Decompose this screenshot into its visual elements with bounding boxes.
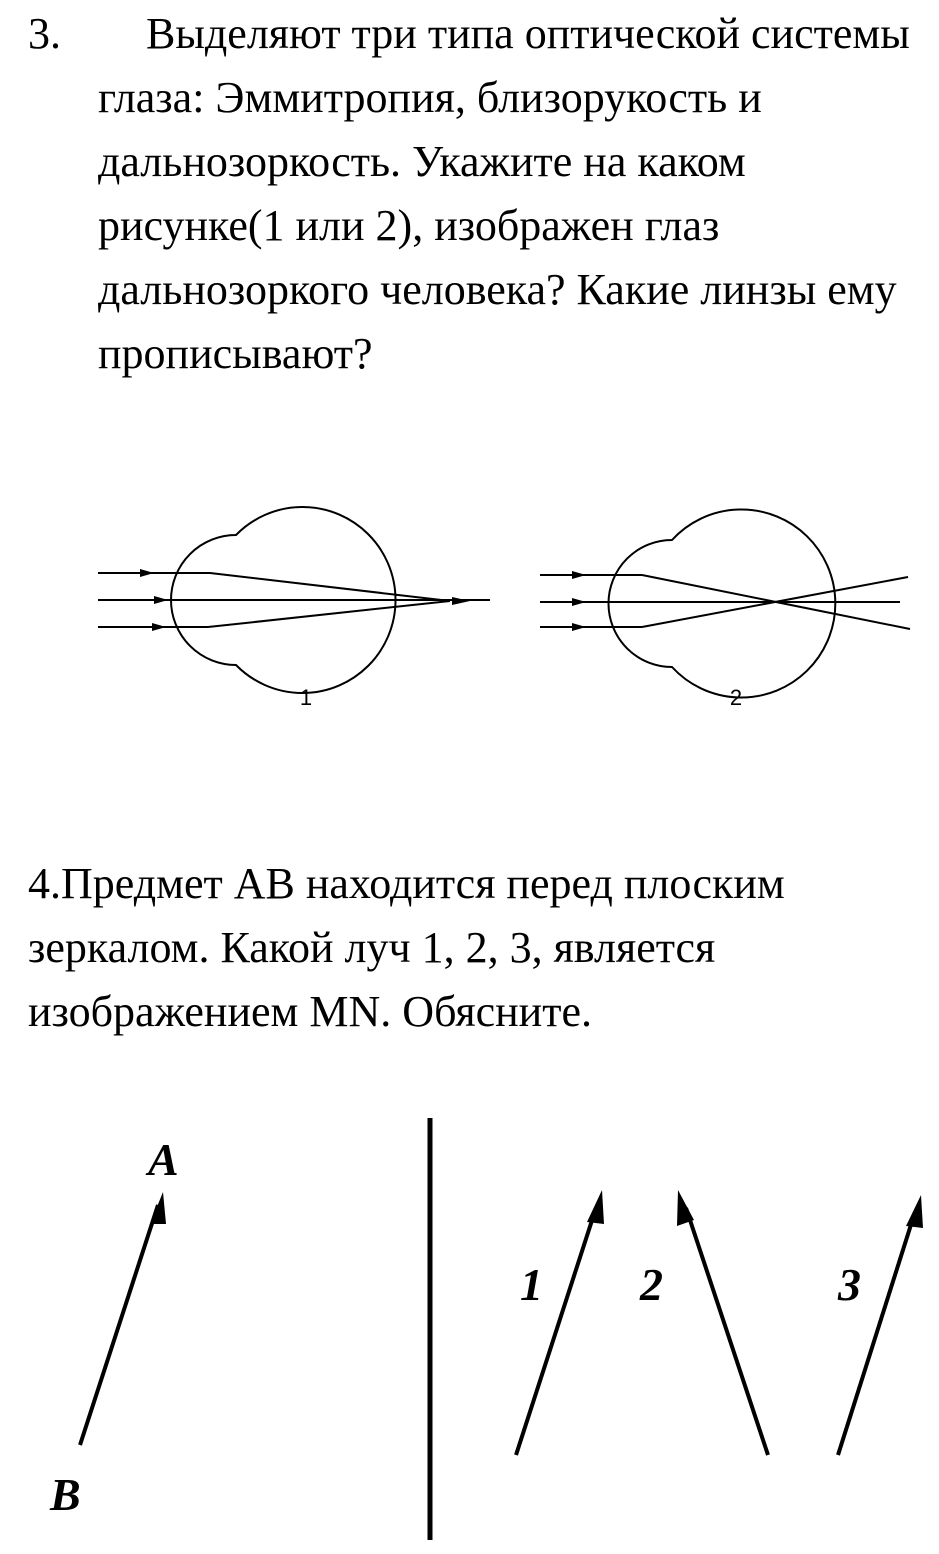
- object-ab-arrow: [80, 1192, 166, 1445]
- mirror-diagram: [30, 1100, 930, 1545]
- question-4-text: 4.Предмет АВ находится перед плоским зеркалом. Какой луч 1, 2, 3, является изображением MN. Обясните.: [28, 859, 785, 1036]
- ray-2-label: 2: [640, 1259, 663, 1310]
- ray-1-label: 1: [520, 1259, 543, 1310]
- label-b: B: [50, 1469, 81, 1520]
- ray-2-arrow: [677, 1190, 768, 1455]
- eye-diagram-1: [90, 505, 510, 720]
- question-3-number: 3.: [28, 9, 61, 58]
- question-3-text: Выделяют три типа оптической системы глаза: Эммитропия, близорукость и дальнозоркость. Укажите на каком рисунке(1 или 2), изображен глаз дальнозоркого человека? Какие линзы ему прописывают?: [98, 9, 910, 378]
- eyeball-2: [609, 510, 836, 698]
- figure-1-label: 1: [299, 685, 313, 710]
- figure-2-label: 2: [729, 685, 743, 710]
- ray-3-label: 3: [838, 1259, 861, 1310]
- eye-diagram-2: [530, 505, 930, 720]
- ray-3-arrow: [838, 1195, 923, 1455]
- label-a: A: [148, 1134, 179, 1185]
- ray-1-arrow: [516, 1190, 604, 1455]
